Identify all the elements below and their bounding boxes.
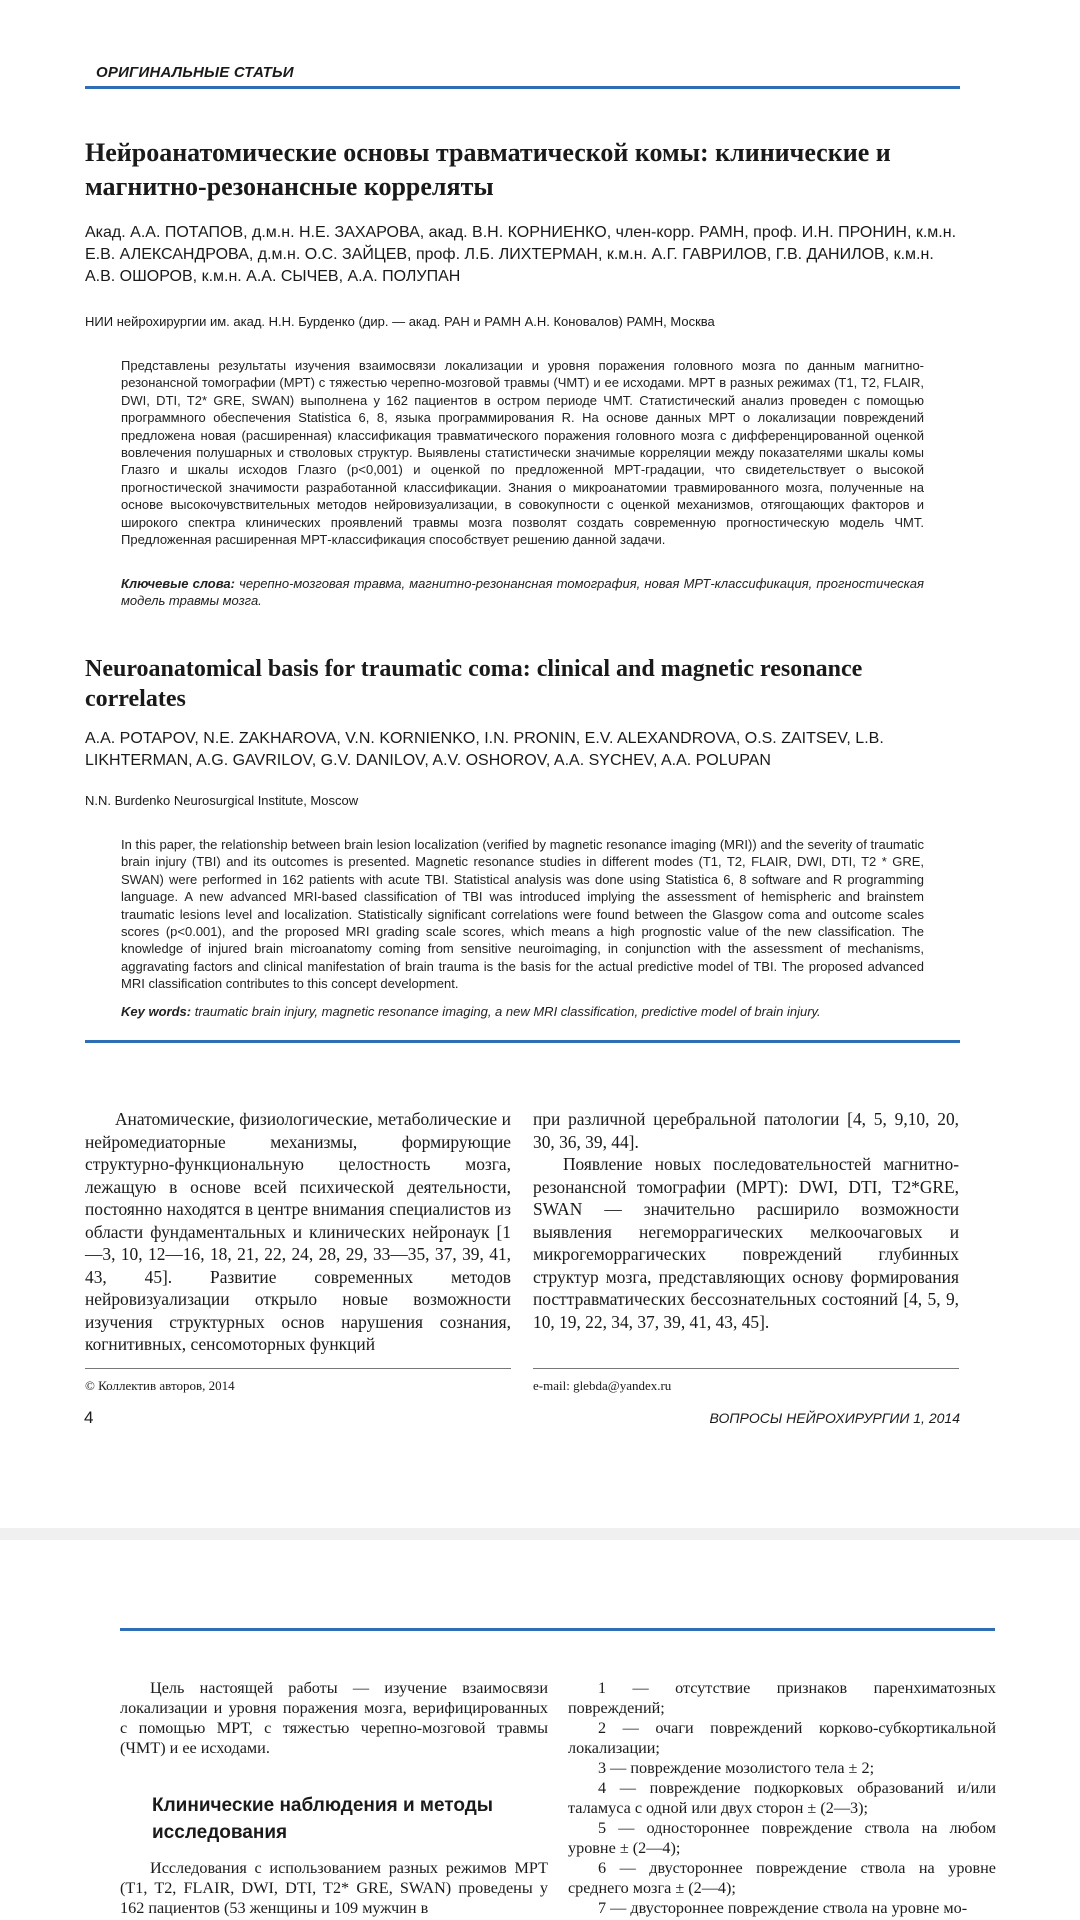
ru-keywords-label: Ключевые слова: bbox=[121, 576, 235, 591]
list-item: 4 — повреждение подкорковых образований и/или таламуса с одной или двух сторон ± (2—3); bbox=[568, 1779, 996, 1817]
ru-authors: Акад. А.А. ПОТАПОВ, д.м.н. Н.Е. ЗАХАРОВА, акад. В.Н. КОРНИЕНКО, член-корр. РАМН, проф. И.Н. ПРОНИН, к.м.н. Е.В. АЛЕКСАНДРОВА, д.м.н. О.С. ЗАЙЦЕВ, проф. Л.Б. ЛИХТЕРМАН, к.м.н. А.Г. ГАВРИЛОВ, Г.В. ДАНИЛОВ, к.м.н. А.В. ОШОРОВ, к.м.н. А.А. СЫЧЕВ, А.А. ПОЛУПАН bbox=[85, 224, 957, 285]
body-paragraph: при различной церебральной патологии [4, 5, 9,10, 20, 30, 36, 39, 44]. bbox=[533, 1109, 959, 1152]
en-affiliation: N.N. Burdenko Neurosurgical Institute, Moscow bbox=[85, 793, 359, 808]
list-item: 7 — двустороннее повреждение ствола на уровне мо- bbox=[598, 1899, 968, 1917]
page2-left-column-lower bbox=[120, 1858, 548, 1918]
body-paragraph: Анатомические, физиологические, метаболические и нейромедиаторные механизмы, формирующие структурно-функциональную целостность мозга, лежащую в основе всей психической деятельности, постоянно находятся в центре внимания специалистов из области фундаментальных и клинических нейронаук [1—3, 10, 12—16, 18, 21, 22, 24, 28, 29, 33—35, 37, 39, 41, 43, 45]. Развитие современных методов нейровизуализации открыло новые возможности изучения структурных основ нарушения сознания, когнитивных, сенсомоторных функций bbox=[85, 1109, 511, 1354]
page-number: 4 bbox=[84, 1408, 94, 1427]
ru-affiliation: НИИ нейрохирургии им. акад. Н.Н. Бурденко (дир. — акад. РАН и РАМН А.Н. Коновалов) РАМН, Москва bbox=[85, 314, 715, 329]
body-right-column bbox=[533, 1108, 959, 1333]
en-keywords-block bbox=[121, 1003, 924, 1020]
en-abstract: In this paper, the relationship between brain lesion localization (verified by magnetic resonance imaging (MRI)) and the severity of traumatic brain injury (TBI) and its outcomes is presented. Magnetic resonance studies in different modes (T1, T2, FLAIR, DWI, DTI, T2 * GRE, SWAN) were performed in 162 patients with acute TBI. Statistical analysis was done using Statistica 6, 8 software and R programming language. A new advanced MRI-based classification of TBI was introduced implying the assessment of hemispheric and brainstem traumatic lesions level and localization. Statistically significant correlations were found between the Glasgow coma and outcome scales scores (p<0.001), and the proposed MRI grading scale scores, which means a high prognostic value of the new classification. The knowledge of injured brain microanatomy coming from sensitive neuroimaging, in conjunction with the assessment of mechanisms, aggravating factors and clinical manifestation of brain trauma is the basis for the actual predictive model of TBI. The proposed advanced MRI classification contributes to this concept development. bbox=[121, 837, 924, 992]
en-authors: A.A. POTAPOV, N.E. ZAKHAROVA, V.N. KORNIENKO, I.N. PRONIN, E.V. ALEXANDROVA, O.S. ZAITSEV, L.B. LIKHTERMAN, A.G. GAVRILOV, G.V. DANILOV, A.V. OSHOROV, A.A. SYCHEV, A.A. POLUPAN bbox=[85, 730, 884, 769]
ru-title: Нейроанатомические основы травматической комы: клинические и магнитно-резонансные корреляты bbox=[85, 138, 891, 201]
list-item: 2 — очаги повреждений корково-субкортикальной локализации; bbox=[568, 1719, 996, 1757]
journal-title: ВОПРОСЫ НЕЙРОХИРУРГИИ 1, 2014 bbox=[709, 1410, 960, 1426]
page-separator bbox=[0, 1528, 1080, 1540]
ru-keywords-block bbox=[121, 575, 924, 610]
email-note: e-mail: glebda@yandex.ru bbox=[533, 1378, 672, 1393]
footnote-rule-right bbox=[533, 1368, 959, 1369]
body-paragraph: Появление новых последовательностей магнитно-резонансной томографии (МРТ): DWI, DTI, T2*GRE, SWAN — значительно расширило возможности выявления негеморрагических мелкоочаговых и микрогеморрагических повреждений глубинных структур мозга, представляющих основу формирования посттравматических бессознательных состояний [4, 5, 9, 10, 19, 22, 34, 37, 39, 41, 43, 45]. bbox=[533, 1154, 959, 1332]
ru-keywords: черепно-мозговая травма, магнитно-резонансная томография, новая МРТ-классификация, прогностическая модель травмы мозга. bbox=[121, 576, 924, 609]
en-keywords-label: Key words: bbox=[121, 1004, 192, 1019]
en-keywords: traumatic brain injury, magnetic resonance imaging, a new MRI classification, predictive model of brain injury. bbox=[194, 1004, 821, 1019]
body-left-column bbox=[85, 1108, 511, 1356]
list-item: 1 — отсутствие признаков паренхиматозных повреждений; bbox=[568, 1679, 996, 1717]
section-label: ОРИГИНАЛЬНЫЕ СТАТЬИ bbox=[96, 64, 294, 81]
list-item: 3 — повреждение мозолистого тела ± 2; bbox=[598, 1759, 875, 1777]
en-title: Neuroanatomical basis for traumatic coma: clinical and magnetic resonance correlates bbox=[85, 656, 863, 712]
ru-abstract: Представлены результаты изучения взаимосвязи локализации и уровня поражения головного мозга по данным магнитно-резонансной томографии (МРТ) с тяжестью черепно-мозговой травмы (ЧМТ) и ее исходами. МРТ в разных режимах (T1, T2, FLAIR, DWI, DTI, T2* GRE, SWAN) выполнена у 162 пациентов в остром периоде ЧМТ. Статистический анализ проведен с помощью программного обеспечения Statistica 6, 8, языка программирования R. На основе данных МРТ о локализации повреждений предложена новая (расширенная) классификация травматического поражения головного мозга с дифференцированной оценкой вовлечения полушарных и стволовых структур. Выявлены статистически значимые корреляции между показателями шкалы комы Глазго и шкалы исходов Глазго (p<0,001) и оценкой по предложенной МРТ-градации, что свидетельствует о высокой прогностической значимости разработанной классификации. Знания о микроанатомии травмированного мозга, полученные на основе высокочувствительных методов нейровизуализации, в совокупности с оценкой механизмов, отягощающих факторов и широкого спектра клинических проявлений травмы мозга позволят создать современную прогностическую модель ЧМТ. Предложенная расширенная МРТ-классификация способствует решению данной задачи. bbox=[121, 358, 924, 548]
abstract-bottom-rule bbox=[85, 1040, 960, 1043]
body-paragraph: Цель настоящей работы — изучение взаимосвязи локализации и уровня поражения мозга, верифицированных с помощью МРТ, с тяжестью черепно-мозговой травмы (ЧМТ) и ее исходами. bbox=[120, 1679, 548, 1757]
list-item: 5 — одностороннее повреждение ствола на любом уровне ± (2—4); bbox=[568, 1819, 996, 1857]
copyright-note: © Коллектив авторов, 2014 bbox=[85, 1378, 235, 1393]
page2-left-column bbox=[120, 1678, 548, 1758]
grading-list bbox=[568, 1678, 996, 1918]
footnote-rule-left bbox=[85, 1368, 511, 1369]
section-heading: Клинические наблюдения и методы исследования bbox=[152, 1795, 493, 1843]
body-paragraph: Исследования с использованием разных режимов МРТ (T1, T2, FLAIR, DWI, DTI, T2* GRE, SWAN) проведены у 162 пациентов (53 женщины и 109 мужчин в bbox=[120, 1859, 548, 1917]
page2-header-rule bbox=[120, 1628, 995, 1631]
header-rule bbox=[85, 86, 960, 89]
list-item: 6 — двустороннее повреждение ствола на уровне среднего мозга ± (2—4); bbox=[568, 1859, 996, 1897]
